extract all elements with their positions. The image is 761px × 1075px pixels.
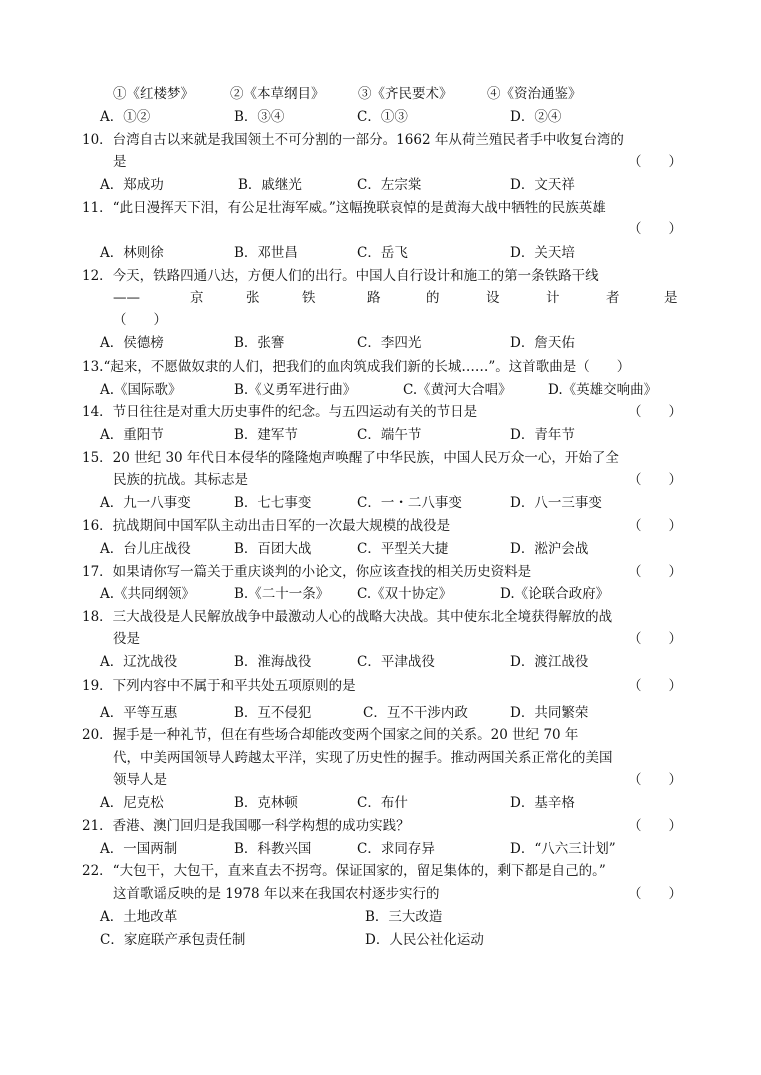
q13-option-b: B.《义勇军进行曲》: [234, 382, 357, 398]
q12-option-a: A．侯德榜: [100, 335, 164, 351]
q12-char-3: 铁: [302, 290, 316, 306]
q12-char-4: 路: [367, 290, 381, 306]
q18-option-d: D．渡江战役: [510, 654, 589, 670]
q20-option-b: B．克林顿: [234, 795, 298, 811]
q16-answer-paren: （ ）: [628, 518, 682, 534]
q10-stem-line2: 是: [113, 154, 127, 170]
q11-option-c: C．岳飞: [357, 245, 408, 261]
q12-char-6: 设: [486, 290, 500, 306]
q20-option-c: C．布什: [357, 795, 408, 811]
q22-option-b: B．三大改造: [365, 909, 443, 925]
q17-option-a: A.《共同纲领》: [100, 586, 196, 602]
q20-answer-paren: （ ）: [628, 772, 682, 788]
q10-option-d: D．文天祥: [510, 177, 575, 193]
q14-option-b: B．建军节: [234, 427, 298, 443]
q18-stem-line1: 18．三大战役是人民解放战争中最激动人心的战略大决战。其中使东北全境获得解放的战: [82, 609, 613, 625]
q17-option-b: B.《二十一条》: [234, 586, 330, 602]
q18-option-c: C．平津战役: [357, 654, 435, 670]
q14-answer-paren: （ ）: [628, 404, 682, 420]
q20-stem-line1: 20．握手是一种礼节，但在有些场合却能改变两个国家之间的关系。20 世纪 70 年: [82, 727, 579, 743]
q9-item-4: ④《资治通鉴》: [487, 86, 582, 102]
q11-option-d: D．关天培: [510, 245, 575, 261]
q12-stem-line1: 12．今天，铁路四通八达，方便人们的出行。中国人自行设计和施工的第一条铁路干线: [82, 268, 599, 284]
q21-option-a: A．一国两制: [100, 841, 178, 857]
q13-option-c: C.《黄河大合唱》: [403, 382, 512, 398]
q21-answer-paren: （ ）: [628, 818, 682, 834]
q10-stem-line1: 10．台湾自古以来就是我国领土不可分割的一部分。1662 年从荷兰殖民者手中收复台湾的: [82, 132, 624, 148]
q19-option-d: D．共同繁荣: [510, 705, 589, 721]
q10-option-a: A．郑成功: [100, 177, 164, 193]
q11-answer-paren: （ ）: [628, 221, 682, 237]
q15-option-c: C．一・二八事变: [357, 495, 462, 511]
q12-char-1: 京: [190, 290, 204, 306]
q22-answer-paren: （ ）: [628, 886, 682, 902]
q21-option-d: D．“八六三计划”: [510, 841, 616, 857]
q12-char-2: 张: [246, 290, 260, 306]
q17-stem-line1: 17．如果请你写一篇关于重庆谈判的小论文，你应该查找的相关历史资料是: [82, 564, 532, 580]
q9-item-3: ③《齐民要术》: [358, 86, 453, 102]
q10-answer-paren: （ ）: [628, 154, 682, 170]
q12-option-b: B．张謇: [234, 335, 285, 351]
q19-stem-line1: 19．下列内容中不属于和平共处五项原则的是: [82, 678, 356, 694]
q20-stem-line3: 领导人是: [113, 772, 167, 788]
q13-option-d: D.《英雄交响曲》: [548, 382, 658, 398]
q16-stem-line1: 16．抗战期间中国军队主动出击日军的一次最大规模的战役是: [82, 518, 451, 534]
q10-option-b: B．戚继光: [238, 177, 302, 193]
q15-stem-line2: 民族的抗战。其标志是: [113, 472, 248, 488]
q18-stem-line2: 役是: [113, 631, 140, 647]
q15-option-b: B．七七事变: [234, 495, 312, 511]
q19-answer-paren: （ ）: [628, 678, 682, 694]
q16-option-a: A．台儿庄战役: [100, 541, 191, 557]
q11-option-a: A．林则徐: [100, 245, 164, 261]
q22-option-d: D．人民公社化运动: [365, 932, 484, 948]
q22-option-a: A．土地改革: [100, 909, 178, 925]
q20-option-d: D．基辛格: [510, 795, 575, 811]
q18-option-b: B．淮海战役: [234, 654, 312, 670]
q9-option-b: B．③④: [234, 109, 285, 125]
q17-answer-paren: （ ）: [628, 564, 682, 580]
q12-char-5: 的: [426, 290, 440, 306]
q12-char-8: 者: [606, 290, 620, 306]
q9-item-1: ①《红楼梦》: [113, 86, 194, 102]
q9-option-c: C．①③: [357, 109, 408, 125]
q14-option-c: C．端午节: [357, 427, 422, 443]
q13-option-a: A.《国际歌》: [100, 382, 182, 398]
q15-option-a: A．九一八事变: [100, 495, 191, 511]
q21-stem-line1: 21．香港、澳门回归是我国哪一科学构想的成功实践？: [82, 818, 410, 834]
q15-stem-line1: 15．20 世纪 30 年代日本侵华的隆隆炮声唤醒了中华民族，中国人民万众一心，开始了全: [82, 450, 619, 466]
q12-char-7: 计: [546, 290, 560, 306]
q20-option-a: A．尼克松: [100, 795, 164, 811]
q17-option-d: D.《论联合政府》: [500, 586, 610, 602]
q12-dash: ——: [113, 290, 140, 306]
q12-answer-paren: （ ）: [113, 312, 167, 328]
q14-stem-line1: 14．节日往往是对重大历史事件的纪念。与五四运动有关的节日是: [82, 404, 478, 420]
q11-stem-line1: 11．“此日漫挥天下泪，有公足壮海军威。”这幅挽联哀悼的是黄海大战中牺牲的民族英雄: [82, 200, 606, 216]
q21-option-c: C．求同存异: [357, 841, 435, 857]
q13-stem-line1: 13.“起来，不愿做奴隶的人们，把我们的血肉筑成我们新的长城……”。这首歌曲是（ ）: [82, 359, 631, 375]
q19-option-c: C．互不干涉内政: [363, 705, 468, 721]
q17-option-c: C.《双十协定》: [357, 586, 453, 602]
q19-option-b: B．互不侵犯: [234, 705, 312, 721]
q11-option-b: B．邓世昌: [234, 245, 298, 261]
q9-option-d: D．②④: [510, 109, 562, 125]
q12-option-d: D．詹天佑: [510, 335, 575, 351]
q21-option-b: B．科教兴国: [234, 841, 312, 857]
q22-stem-line1: 22．“大包干，大包干，直来直去不拐弯。保证国家的，留足集体的，剩下都是自己的。”: [82, 863, 606, 879]
q16-option-d: D．淞沪会战: [510, 541, 589, 557]
q12-option-c: C．李四光: [357, 335, 422, 351]
q15-answer-paren: （ ）: [628, 472, 682, 488]
q18-option-a: A．辽沈战役: [100, 654, 178, 670]
q9-option-a: A．①②: [100, 109, 151, 125]
q15-option-d: D．八一三事变: [510, 495, 602, 511]
q19-option-a: A．平等互惠: [100, 705, 178, 721]
q16-option-c: C．平型关大捷: [357, 541, 449, 557]
q16-option-b: B．百团大战: [234, 541, 312, 557]
q22-option-c: C．家庭联产承包责任制: [100, 932, 246, 948]
q14-option-d: D．青年节: [510, 427, 575, 443]
q14-option-a: A．重阳节: [100, 427, 164, 443]
q20-stem-line2: 代，中美两国领导人跨越太平洋，实现了历史性的握手。推动两国关系正常化的美国: [113, 750, 613, 766]
q10-option-c: C．左宗棠: [357, 177, 422, 193]
q9-item-2: ②《本草纲目》: [230, 86, 325, 102]
q22-stem-line2: 这首歌谣反映的是 1978 年以来在我国农村逐步实行的: [113, 886, 440, 902]
q12-char-9: 是: [664, 290, 678, 306]
q18-answer-paren: （ ）: [628, 631, 682, 647]
